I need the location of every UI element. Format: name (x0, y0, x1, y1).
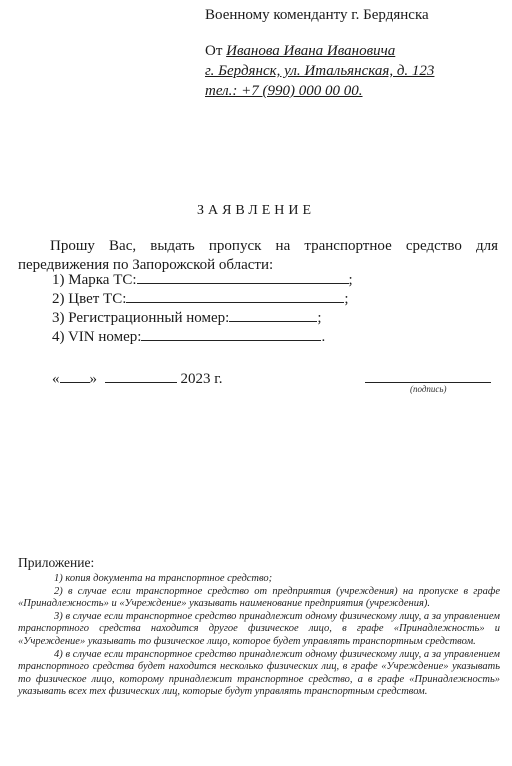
field-make-label: 1) Марка ТС: (52, 272, 137, 288)
applicant-address: г. Бердянск, ул. Итальянская, д. 123 (205, 63, 435, 79)
field-reg-number-label: 3) Регистрационный номер: (52, 310, 230, 326)
date-open-quote: « (52, 371, 60, 387)
appendix-heading: Приложение: (18, 555, 95, 570)
field-color-blank (126, 289, 344, 303)
field-vin (52, 327, 325, 347)
field-make-end: ; (348, 272, 353, 288)
signature-line (365, 370, 491, 383)
recipient-line: Военному коменданту г. Бердянска (205, 7, 429, 23)
date-month-blank (105, 369, 177, 383)
applicant-phone: тел.: +7 (990) 000 00 00. (205, 83, 363, 99)
date-line (52, 369, 222, 389)
field-make (52, 270, 353, 290)
field-reg-number-blank (229, 308, 317, 322)
field-color (52, 289, 349, 309)
appendix-item: 3) в случае если транспортное средство принадлежит одному физическому лицу, а за управлением транспортного средства находится другое физическое лицо, в графе «Принадлежность» и «Учреждение» указывать то физическое лицо, которое будет управлять транспортным средством. (18, 610, 500, 647)
field-reg-number-end: ; (317, 310, 322, 326)
appendix-item: 4) в случае если транспортное средство принадлежит одному физическому лицу, а за управлением транспортного средства будет находится несколько физических лиц, в графе «Учреждение» указывать то физическое лицо, которому принадлежит транспортное средство, а в графе «Принадлежность» указывать всех тех физических лиц, которые будут управлять транспортным средством. (18, 648, 500, 698)
from-prefix: От (205, 43, 223, 59)
request-paragraph: Прошу Вас, выдать пропуск на транспортное средство для передвижения по Запорожской области: (18, 238, 498, 273)
applicant-name: Иванова Ивана Ивановича (226, 43, 396, 59)
date-close-quote: » (89, 371, 97, 387)
field-reg-number (52, 308, 321, 328)
appendix-item: 1) копия документа на транспортное средство; (54, 573, 273, 584)
field-vin-end: . (321, 329, 326, 345)
field-color-end: ; (344, 291, 349, 307)
field-vin-label: 4) VIN номер: (52, 329, 142, 345)
field-vin-blank (141, 327, 321, 341)
field-make-blank (137, 270, 349, 284)
document-title: ЗАЯВЛЕНИЕ (196, 203, 316, 218)
from-line (205, 42, 395, 60)
appendix-notes (18, 573, 500, 699)
appendix-item: 2) в случае если транспортное средство от предприятия (учреждения) на пропуске в графе «Принадлежность» и «Учреждение» указывать наименование предприятия (учреждения). (18, 585, 500, 610)
signature-caption: (подпись) (410, 384, 447, 394)
date-day-blank (60, 369, 90, 383)
field-color-label: 2) Цвет ТС: (52, 291, 127, 307)
date-year: 2023 г. (180, 371, 223, 387)
